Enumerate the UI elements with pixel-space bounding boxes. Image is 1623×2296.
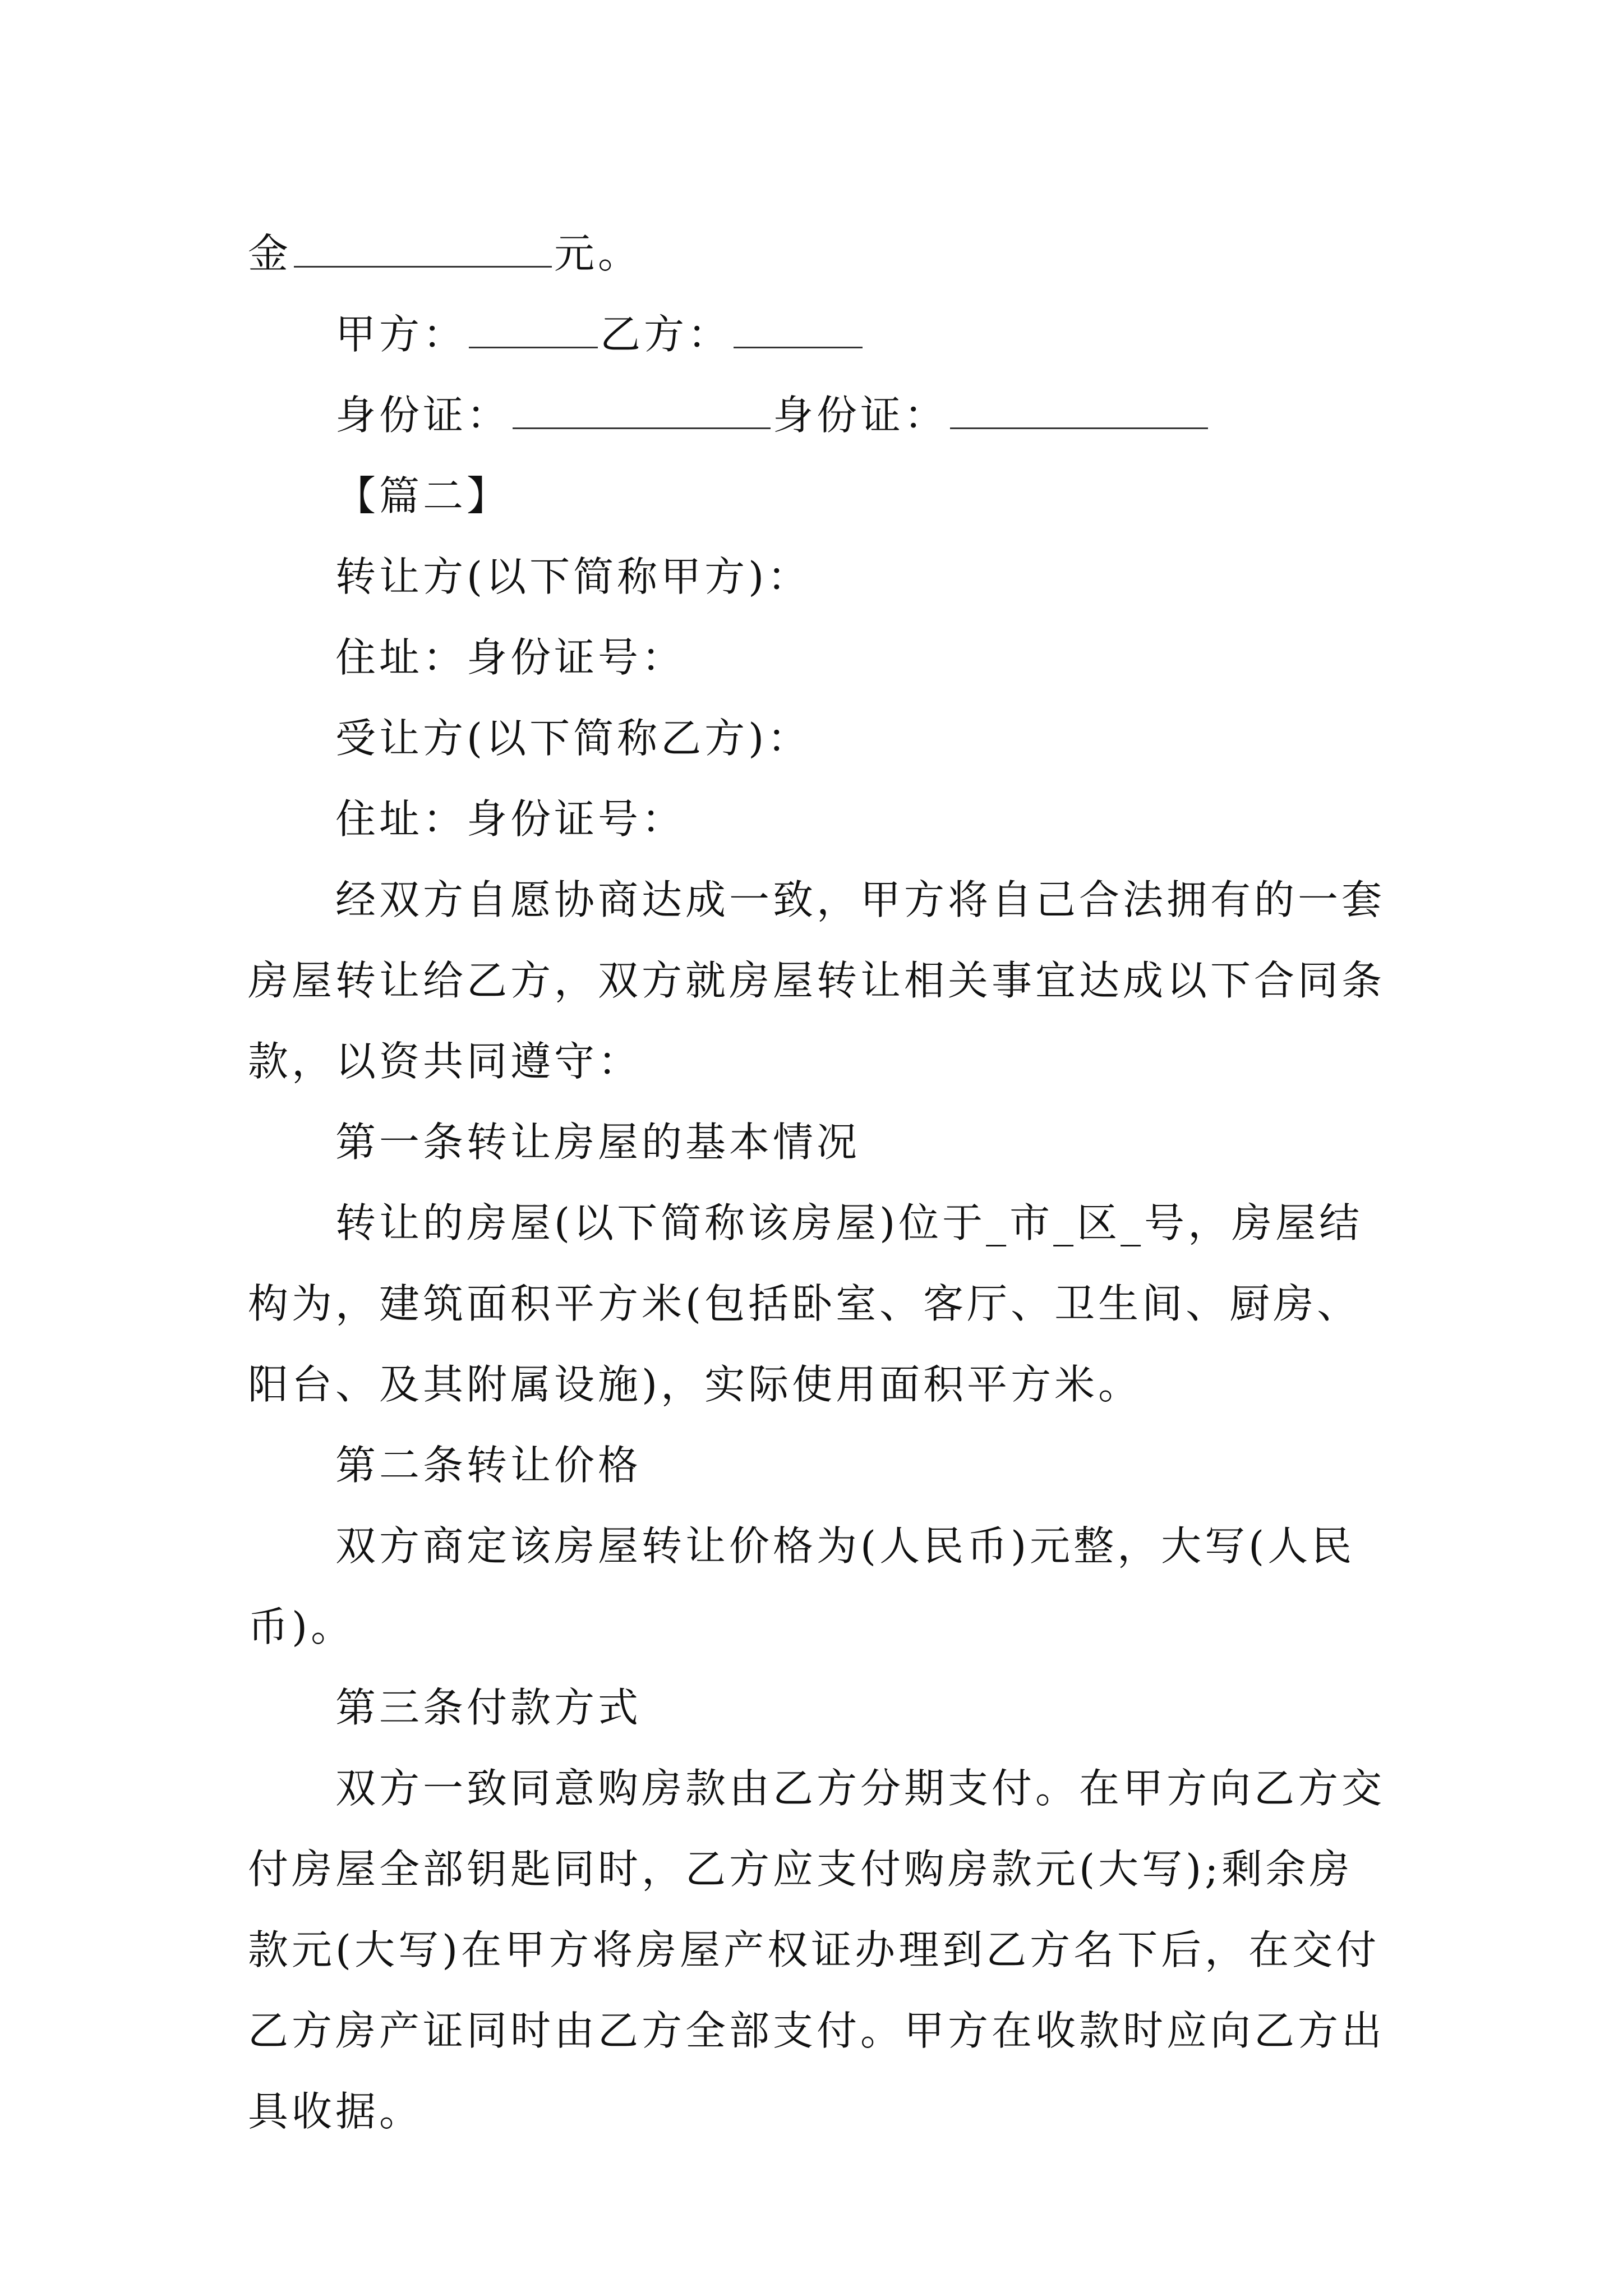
party-a-blank: [469, 346, 598, 348]
article-heading: 第一条转让房屋的基本情况: [335, 1119, 861, 1166]
paragraph-line: 构为，建筑面积平方米(包括卧室、客厅、卫生间、厨房、: [248, 1280, 1361, 1327]
paragraph-line: 币)。: [248, 1603, 355, 1650]
deposit-prefix: 金: [248, 230, 292, 277]
article-heading: 第三条付款方式: [335, 1684, 642, 1731]
id-card-line: [248, 375, 1386, 455]
deposit-suffix: 元。: [554, 230, 642, 277]
party-a-label: 甲方：: [335, 311, 467, 358]
party-b-id-label: 身份证：: [773, 392, 948, 439]
paragraph-line: 具收据。: [248, 2088, 423, 2135]
paragraph-line: 款，以资共同遵守：: [248, 1038, 642, 1085]
paragraph-line: 转让的房屋(以下简称该房屋)位于_市_区_号，房屋结: [335, 1199, 1363, 1246]
section-heading: 【篇二】: [335, 472, 511, 519]
party-b-label: 乙方：: [600, 311, 732, 358]
paragraph-line: 双方商定该房屋转让价格为(人民币)元整，大写(人民: [335, 1522, 1355, 1570]
deposit-line: [248, 213, 1386, 294]
party-signature-line: [248, 294, 1386, 375]
party-a-id-blank: [513, 427, 771, 429]
document-body: [248, 213, 1386, 2152]
paragraph-line: 阳台、及其附属设施)，实际使用面积平方米。: [248, 1361, 1142, 1408]
party-b-id-blank: [950, 427, 1208, 429]
paragraph-line: 经双方自愿协商达成一致，甲方将自己合法拥有的一套: [335, 876, 1386, 923]
party-a-id-label: 身份证：: [335, 392, 511, 439]
paragraph-line: 房屋转让给乙方，双方就房屋转让相关事宜达成以下合同条: [248, 957, 1386, 1004]
paragraph-line: 双方一致同意购房款由乙方分期支付。在甲方向乙方交: [335, 1765, 1386, 1812]
paragraph-line: 款元(大写)在甲方将房屋产权证办理到乙方名下后，在交付: [248, 1926, 1380, 1973]
paragraph-line: 付房屋全部钥匙同时，乙方应支付购房款元(大写);剩余房: [248, 1846, 1353, 1893]
deposit-amount-blank: [294, 265, 552, 268]
party-b-blank: [734, 346, 863, 348]
transferor-address-line: 住址：身份证号：: [335, 634, 686, 681]
paragraph-line: 乙方房产证同时由乙方全部支付。甲方在收款时应向乙方出: [248, 2007, 1386, 2054]
transferor-line: 转让方(以下简称甲方)：: [335, 553, 811, 600]
transferee-address-line: 住址：身份证号：: [335, 795, 686, 843]
article-heading: 第二条转让价格: [335, 1442, 642, 1489]
transferee-line: 受让方(以下简称乙方)：: [335, 715, 811, 762]
